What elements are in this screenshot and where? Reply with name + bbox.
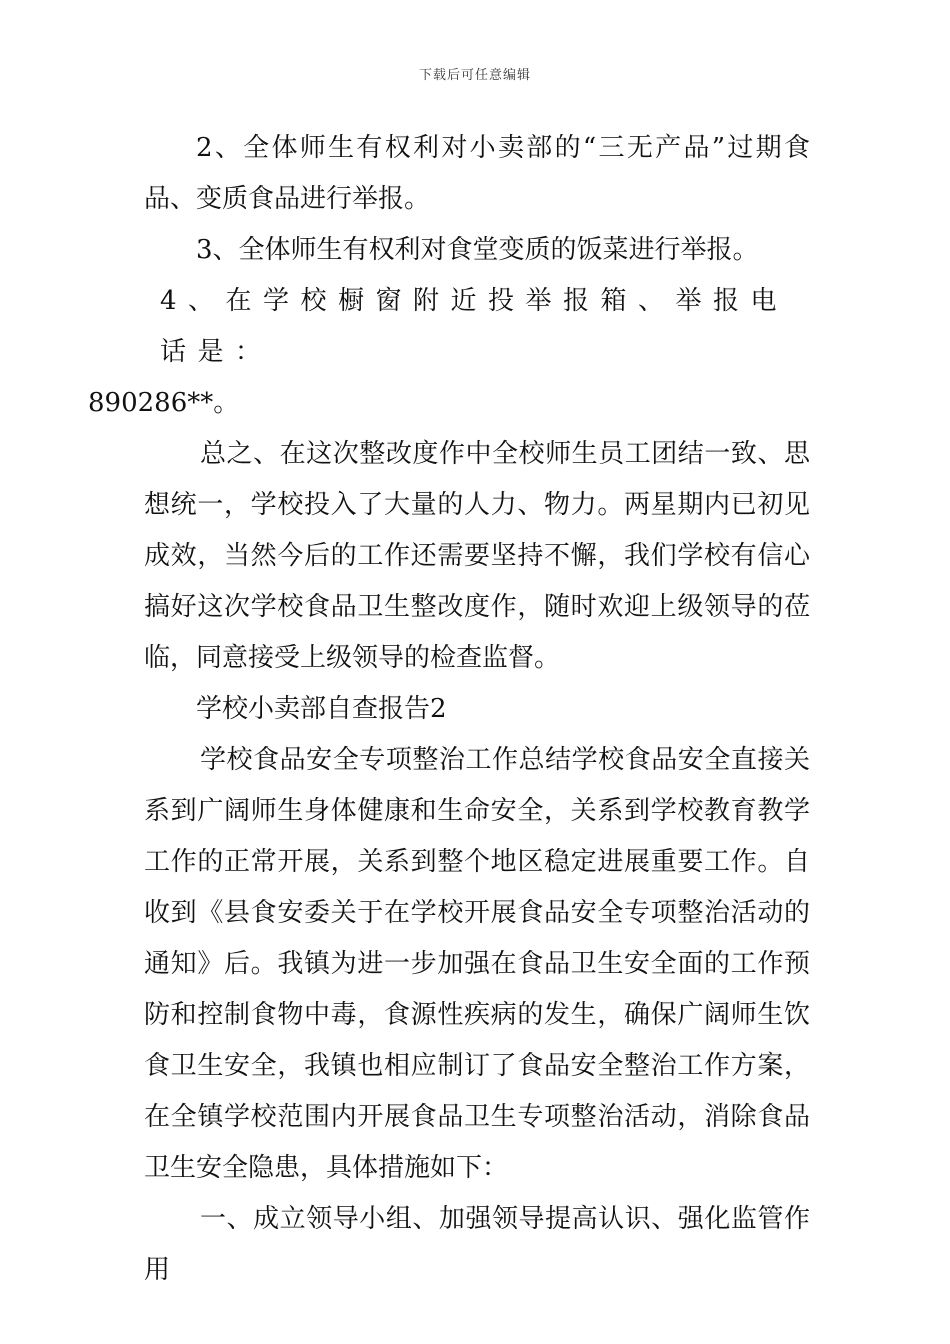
paragraph-summary: 总之、在这次整改度作中全校师生员工团结一致、思想统一，学校投入了大量的人力、物力。两星期内已初见成效，当然今后的工作还需要坚持不懈，我们学校有信心搞好这次学校食品卫生整改度作，随时欢迎上级领导的莅临，同意接受上级领导的检查监督。 <box>144 439 810 673</box>
paragraph-report-box <box>88 276 810 429</box>
section-title: 学校小卖部自查报告2 <box>196 694 447 724</box>
report-phone-number: 890286**。 <box>88 388 240 418</box>
paragraph-report-rights-canteen: 3、全体师生有权利对食堂变质的饭菜进行举报。 <box>196 235 759 265</box>
paragraph-report-rights-shop: 2、全体师生有权利对小卖部的“三无产品”过期食品、变质食品进行举报。 <box>144 133 810 214</box>
paragraph-safety-work: 学校食品安全专项整治工作总结学校食品安全直接关系到广阔师生身体健康和生命安全，关系到学校教育教学工作的正常开展，关系到整个地区稳定进展重要工作。自收到《县食安委关于在学校开展食品安全专项整治活动的通知》后。我镇为进一步加强在食品卫生安全面的工作预防和控制食物中毒，食源性疾病的发生，确保广阔师生饮食卫生安全，我镇也相应制订了食品安全整治工作方案，在全镇学校范围内开展食品卫生专项整治活动，消除食品卫生安全隐患，具体措施如下： <box>144 745 810 1183</box>
report-box-line: 4、在学校橱窗附近投举报箱、举报电话是： <box>160 286 789 367</box>
paragraph-leadership-group: 一、成立领导小组、加强领导提高认识、强化监管作用 <box>144 1204 810 1285</box>
page-header: 下载后可任意编辑 <box>418 68 531 83</box>
document-body <box>88 123 810 1296</box>
